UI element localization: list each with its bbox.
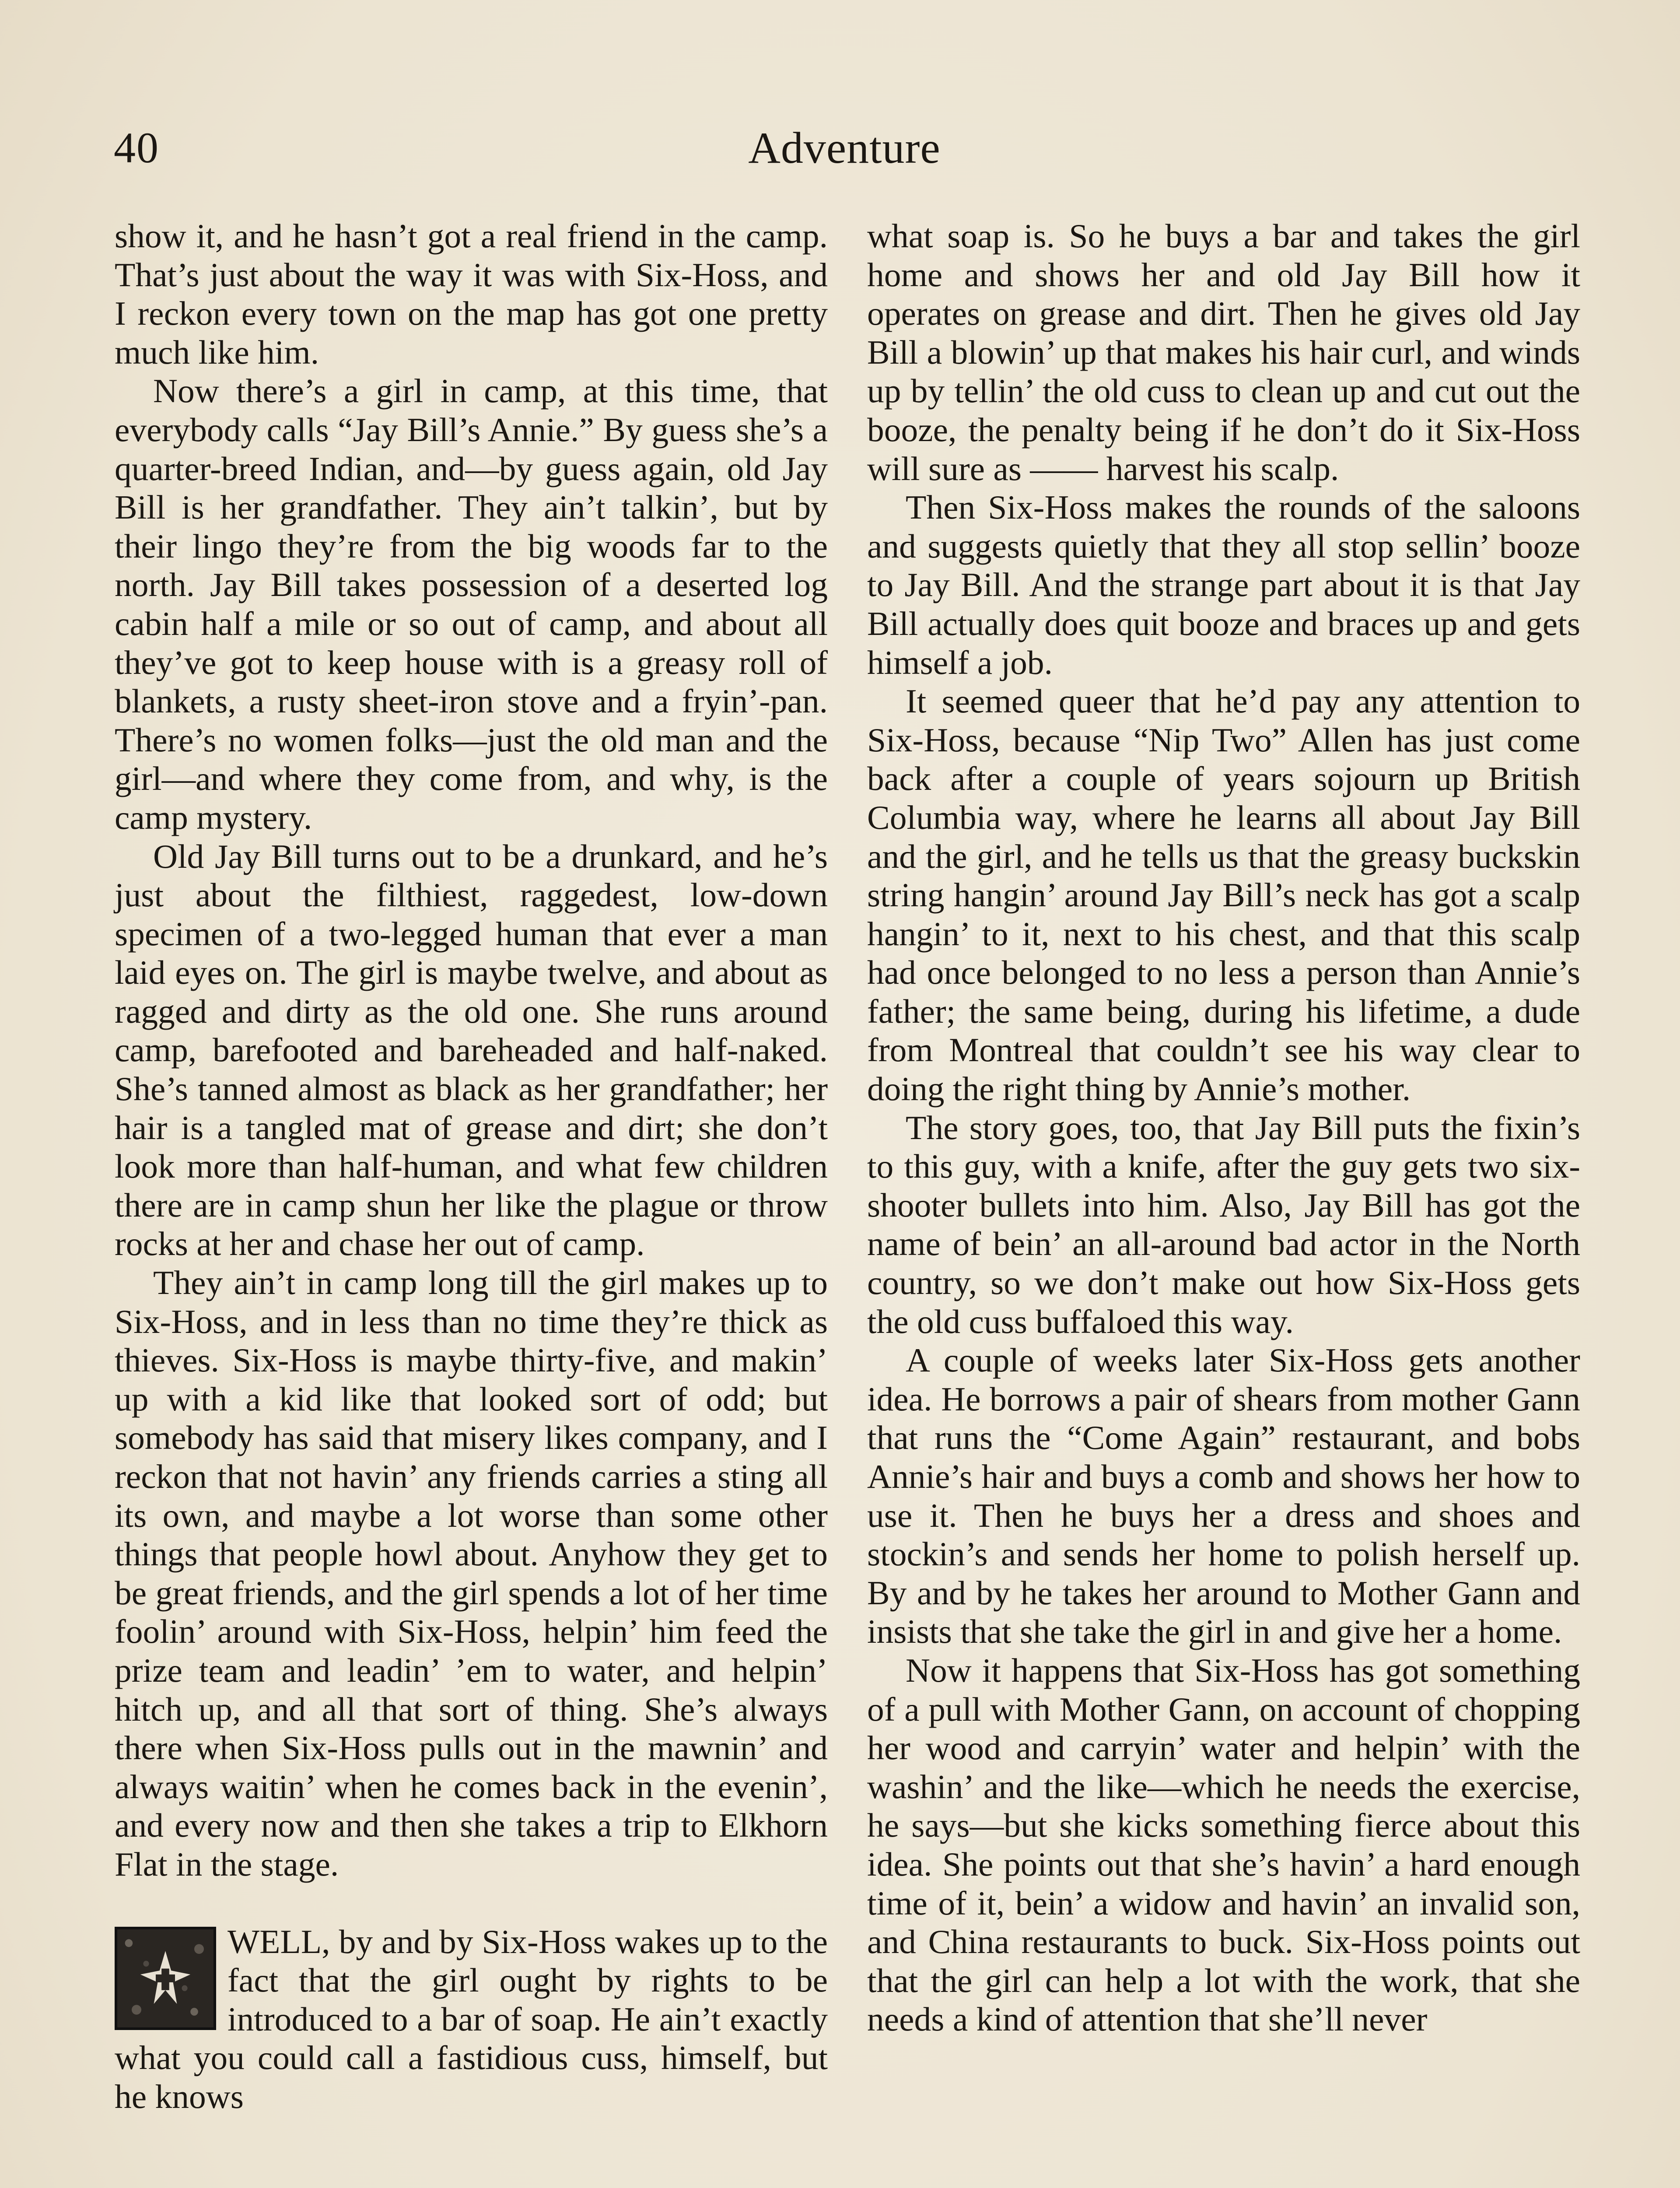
right-column xyxy=(867,217,1580,2039)
paragraph: The story goes, too, that Jay Bill puts the fixin’s to this guy, with a knife, after the guy gets two six-shooter bullets into him. Also, Jay Bill has got the name of bein’ an all-around bad actor in the North country, so we don’t make out how Six-Hoss gets the old cuss buffaloed this way. xyxy=(867,1108,1580,1340)
magazine-title: Adventure xyxy=(748,123,941,173)
paragraph: show it, and he hasn’t got a real friend in the camp. That’s just about the way it was with Six-Hoss, and I reckon every town on the map has got one pretty much like him. xyxy=(115,217,828,371)
paragraph: They ain’t in camp long till the girl makes up to Six-Hoss, and in less than no time they’re thick as thieves. Six-Hoss is maybe thirty-five, and makin’ up with a kid like that looked sort of odd; but somebody has said that misery likes company, and I reckon that not havin’ any friends carries a sting all its own, and maybe a lot worse than some other things that people howl about. Anyhow they get to be great friends, and the girl spends a lot of her time foolin’ around with Six-Hoss, helpin’ him feed the prize team and leadin’ ’em to water, and helpin’ hitch up, and all that sort of thing. She’s always there when Six-Hoss pulls out in the mawnin’ and always waitin’ when he comes back in the evenin’, and every now and then she takes a trip to Elkhorn Flat in the stage. xyxy=(115,1264,828,1883)
dropcap-paragraph: WELL, by and by Six-Hoss wakes up to the fact that the girl ought by rights to be introduced to a bar of soap. He ain’t exactly what you could call a fastidious cuss, himself, but he knows xyxy=(115,1922,828,2115)
paragraph: what soap is. So he buys a bar and takes the girl home and shows her and old Jay Bill how it operates on grease and dirt. Then he gives old Jay Bill a blowin’ up that makes his hair curl, and winds up by tellin’ the old cuss to clean up and cut out the booze, the penalty being if he don’t do it Six-Hoss will sure as —— harvest his scalp. xyxy=(867,217,1580,487)
left-column xyxy=(115,217,828,2116)
paragraph: It seemed queer that he’d pay any attention to Six-Hoss, because “Nip Two” Allen has just come back after a couple of years sojourn up British Columbia way, where he learns all about Jay Bill and the girl, and he tells us that the greasy buckskin string hangin’ around Jay Bill’s neck has got a scalp hangin’ to it, next to his chest, and that this scalp had once belonged to no less a person than Annie’s father; the same being, during his lifetime, a dude from Montreal that couldn’t see his way clear to doing the right thing by Annie’s mother. xyxy=(867,682,1580,1108)
paragraph: Now it happens that Six-Hoss has got something of a pull with Mother Gann, on account of chopping her wood and carryin’ water and helpin’ with the washin’ and the like—which he needs the exercise, he says—but she kicks something fierce about this idea. She points out that she’s havin’ a hard enough time of it, bein’ a widow and havin’ an invalid son, and China restaurants to buck. Six-Hoss points out that the girl can help a lot with the work, that she needs a kind of attention that she’ll never xyxy=(867,1651,1580,2038)
paragraph: Then Six-Hoss makes the rounds of the saloons and suggests quietly that they all stop sellin’ booze to Jay Bill. And the strange part about it is that Jay Bill actually does quit booze and braces up and gets himself a job. xyxy=(867,488,1580,681)
ornament-icon xyxy=(115,1927,216,2030)
paragraph: Now there’s a girl in camp, at this time, that everybody calls “Jay Bill’s Annie.” By guess she’s a quarter-breed Indian, and—by guess again, old Jay Bill is her grandfather. They ain’t talkin’, but by their lingo they’re from the big woods far to the north. Jay Bill takes possession of a deserted log cabin half a mile or so out of camp, and about all they’ve got to keep house with is a greasy roll of blankets, a rusty sheet-iron stove and a fryin’-pan. There’s no women folks—just the old man and the girl—and where they come from, and why, is the camp mystery. xyxy=(115,372,828,836)
paragraph: A couple of weeks later Six-Hoss gets another idea. He borrows a pair of shears from mother Gann that runs the “Come Again” restaurant, and bobs Annie’s hair and buys a comb and shows her how to use it. Then he buys her a dress and shoes and stockin’s and sends her home to polish herself up. By and by he takes her around to Mother Gann and insists that she take the girl in and give her a home. xyxy=(867,1341,1580,1651)
section-break xyxy=(115,1884,828,1922)
paragraph: Old Jay Bill turns out to be a drunkard, and he’s just about the filthiest, raggedest, low-down specimen of a two-legged human that ever a man laid eyes on. The girl is maybe twelve, and about as ragged and dirty as the old one. She runs around camp, barefooted and bareheaded and half-naked. She’s tanned almost as black as her grandfather; her hair is a tangled mat of grease and dirt; she don’t look more than half-human, and what few children there are in camp shun her like the plague or throw rocks at her and chase her out of camp. xyxy=(115,837,828,1263)
page-header xyxy=(114,114,1575,184)
page-number: 40 xyxy=(114,123,159,172)
